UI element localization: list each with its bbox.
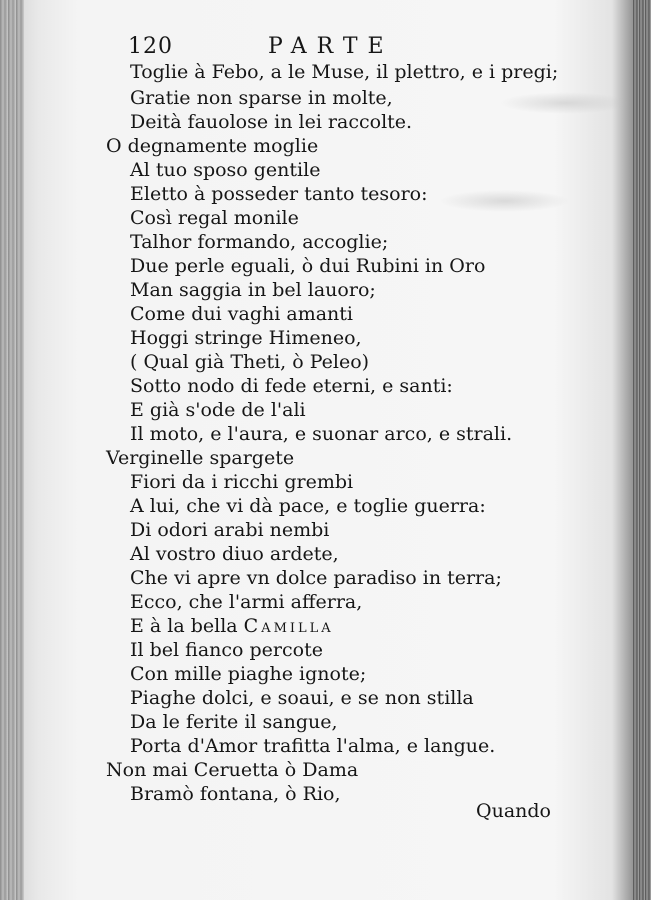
verse-line: Gratie non sparse in molte, bbox=[130, 87, 393, 109]
verse-line: Da le ferite il sangue, bbox=[130, 711, 338, 733]
verse-line: Talhor formando, accoglie; bbox=[130, 231, 389, 253]
verse-line: Deità fauolose in lei raccolte. bbox=[130, 111, 413, 133]
verse-line: A lui, che vi dà pace, e toglie guerra: bbox=[130, 495, 486, 517]
binding-gutter bbox=[0, 0, 24, 900]
verse-line: Piaghe dolci, e soaui, e se non stilla bbox=[130, 687, 474, 709]
verse-line: Al tuo sposo gentile bbox=[130, 159, 321, 181]
verse-line: Due perle eguali, ò dui Rubini in Oro bbox=[130, 255, 486, 277]
catchword: Quando bbox=[476, 800, 551, 822]
verse-line: Eletto à posseder tanto tesoro: bbox=[130, 183, 428, 205]
verse-line: ( Qual già Theti, ò Peleo) bbox=[130, 351, 370, 373]
verse-line: Porta d'Amor trafitta l'alma, e langue. bbox=[130, 735, 496, 757]
verse-line-text: E à la bella bbox=[130, 615, 244, 637]
verse-line: Il bel fianco percote bbox=[130, 639, 323, 661]
verse-line: E già s'ode de l'ali bbox=[130, 399, 306, 421]
verse-line: Fiori da i ricchi grembi bbox=[130, 471, 354, 493]
verse-line: Man saggia in bel lauoro; bbox=[130, 279, 376, 301]
bleed-through-smudge bbox=[500, 92, 630, 114]
verse-line-camilla bbox=[130, 614, 334, 638]
bleed-through-smudge bbox=[440, 190, 570, 212]
verse-line: Non mai Ceruetta ò Dama bbox=[106, 759, 359, 781]
verse-line: Come dui vaghi amanti bbox=[130, 303, 353, 325]
running-title: PARTE bbox=[268, 34, 394, 59]
name-camilla: Camilla bbox=[243, 615, 334, 637]
verse-line: Il moto, e l'aura, e suonar arco, e strali. bbox=[130, 423, 513, 445]
verse-line: O degnamente moglie bbox=[106, 135, 319, 157]
verse-line: Toglie à Febo, a le Muse, il plettro, e i pregi; bbox=[130, 61, 559, 83]
verse-line: Bramò fontana, ò Rio, bbox=[130, 783, 341, 805]
verse-line: Ecco, che l'armi afferra, bbox=[130, 591, 363, 613]
page-edge bbox=[633, 0, 651, 900]
page-number: 120 bbox=[128, 34, 173, 59]
verse-line: Sotto nodo di fede eterni, e santi: bbox=[130, 375, 453, 397]
verse-line: Al vostro diuo ardete, bbox=[130, 543, 339, 565]
verse-line: Verginelle spargete bbox=[106, 447, 295, 469]
verse-line: Che vi apre vn dolce paradiso in terra; bbox=[130, 567, 502, 589]
verse-line: Con mille piaghe ignote; bbox=[130, 663, 367, 685]
verse-line: Hoggi stringe Himeneo, bbox=[130, 327, 362, 349]
verse-line: Così regal monile bbox=[130, 207, 299, 229]
verse-line: Di odori arabi nembi bbox=[130, 519, 330, 541]
